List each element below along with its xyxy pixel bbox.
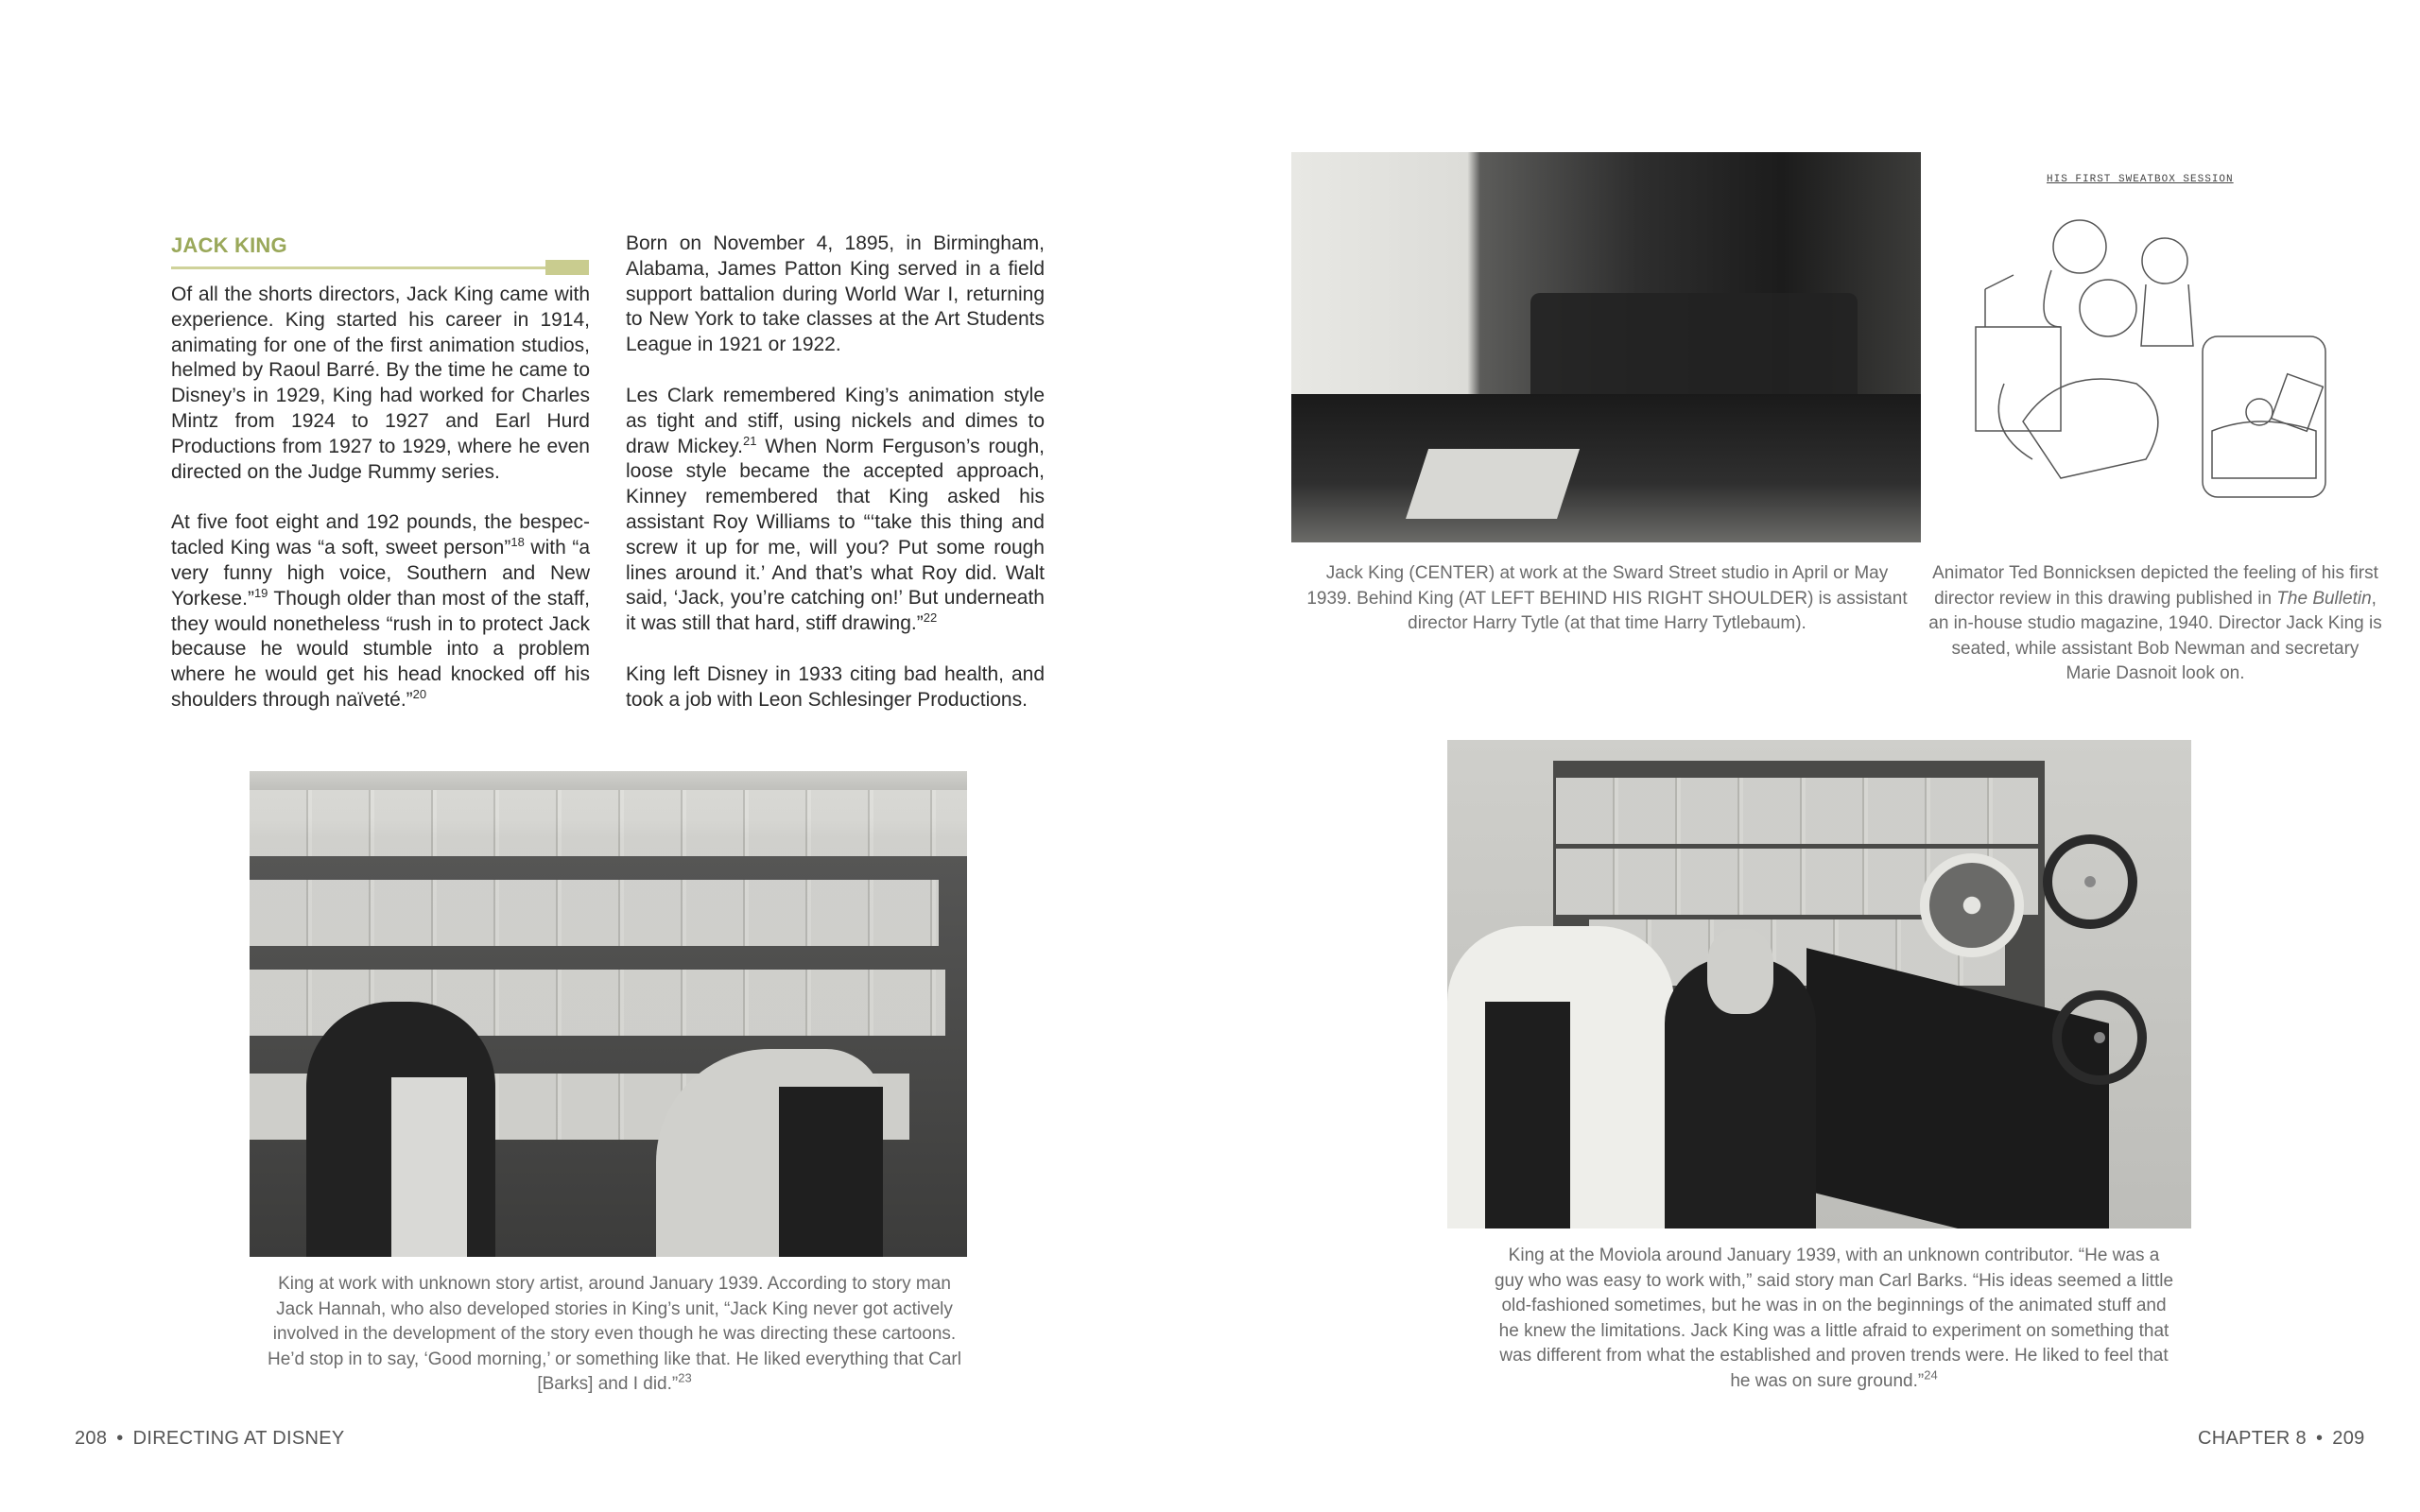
running-title: CHAPTER 8	[2198, 1428, 2307, 1449]
body-column-left	[171, 283, 590, 739]
page-footer-left	[75, 1428, 344, 1450]
footnote-ref: 22	[923, 610, 938, 626]
section-heading: JACK KING	[171, 233, 287, 257]
footnote-ref: 23	[678, 1371, 692, 1386]
running-title: DIRECTING AT DISNEY	[132, 1428, 345, 1449]
footnote-ref: 24	[1924, 1367, 1938, 1383]
footnote-ref: 20	[412, 686, 427, 701]
photo-caption: King at work with unknown story artist, around January 1939. According to story man Jack Hannah, who also developed stories in King’s unit, “Jack King never got actively involved in the development of the story even though he was directing these cartoons. He’d stop in to say, ‘Good morning,’ or something like that. He liked everything that Carl [Barks] and I did.”$^{23}$	[268, 1274, 961, 1395]
footnote-ref: 19	[253, 585, 268, 600]
page-footer-right	[2198, 1428, 2365, 1450]
paragraph: Of all the shorts directors, Jack King came with experience. King started his career in 1914, animating for one of the first animation studios, helmed by Raoul Barré. By the time he came to Disney’s in 1929, King had worked for Charles Mintz from 1924 to 1927 and Earl Hurd Productions from 1927 to 1929, where he even directed on the Judge Rummy series.	[171, 284, 590, 483]
paragraph: King left Disney in 1933 citing bad health, and took a job with Leon Schlesinger Productions.	[626, 662, 1045, 711]
sketch-drawing-icon	[1947, 195, 2363, 507]
photo-storyboard-review	[250, 771, 967, 1257]
page-number: 208	[75, 1428, 108, 1449]
bullet-separator: •	[116, 1428, 124, 1449]
paragraph: At five foot eight and 192 pounds, the bespectacled King was “a soft, sweet person”$^{18}$ with “a very funny high voice, Southern and New Yorkese.”$^{19}$ Though older than most of the staff, they would nonetheless “rush in to protect Jack because he would stumble into a problem where he would get his head knocked off his shoulders through naïveté.”$^{20}$	[171, 511, 590, 711]
heading-rule-block	[545, 260, 589, 275]
photo-caption: Jack King (CENTER) at work at the Sward Street studio in April or May 1939. Behind King (AT LEFT BEHIND HIS RIGHT SHOULDER) is assistant director Harry Tytle (at that time Harry Tytlebaum).	[1306, 563, 1908, 634]
body-column-right	[626, 232, 1045, 739]
paragraph: Les Clark remembered King’s animation style as tight and stiff, using nickels and dimes to draw Mickey.$^{21}$ When Norm Ferguson’s rough, loose style became the accepted approach, Kinney remembered that King asked his assistant Roy Williams to “‘take this thing and screw it up for me, will you? Put some rough lines around it.’ And that’s what Roy did. Walt said, ‘Jack, you’re catching on!’ But underneath it was still that hard, stiff drawing.”$^{22}$	[626, 384, 1045, 635]
sketch-illustration	[1947, 166, 2363, 507]
sketch-title: HIS FIRST SWEATBOX SESSION	[2047, 174, 2234, 185]
heading-rule	[171, 266, 549, 269]
sketch-caption: Animator Ted Bonnicksen depicted the feeling of his first director review in this drawing published in The Bulletin, an in-house studio magazine, 1940. Director Jack King is seated, while assistant Bob Newman and secretary Marie Dasnoit look on.	[1928, 563, 2382, 684]
bullet-separator: •	[2315, 1428, 2324, 1449]
paragraph: Born on November 4, 1895, in Birmingham, Alabama, James Patton King served in a field support battalion during World War I, returning to New York to take classes at the Art Students League in 1921 or 1922.	[626, 232, 1045, 356]
page-number: 209	[2332, 1428, 2365, 1449]
photo-screening-room	[1291, 152, 1921, 542]
footnote-ref: 21	[742, 433, 757, 448]
photo-caption: King at the Moviola around January 1939, with an unknown contributor. “He was a guy who was easy to work with,” said story man Carl Barks. “His ideas seemed a little old-fashioned sometimes, but he was in on the beginnings of the animated stuff and he knew the limitations. Jack King was a little afraid to experiment on something that was different from what the established and proven trends were. He liked to feel that he was on sure ground.”$^{24}$	[1494, 1246, 2174, 1391]
footnote-ref: 18	[510, 535, 525, 550]
photo-moviola	[1447, 740, 2191, 1228]
